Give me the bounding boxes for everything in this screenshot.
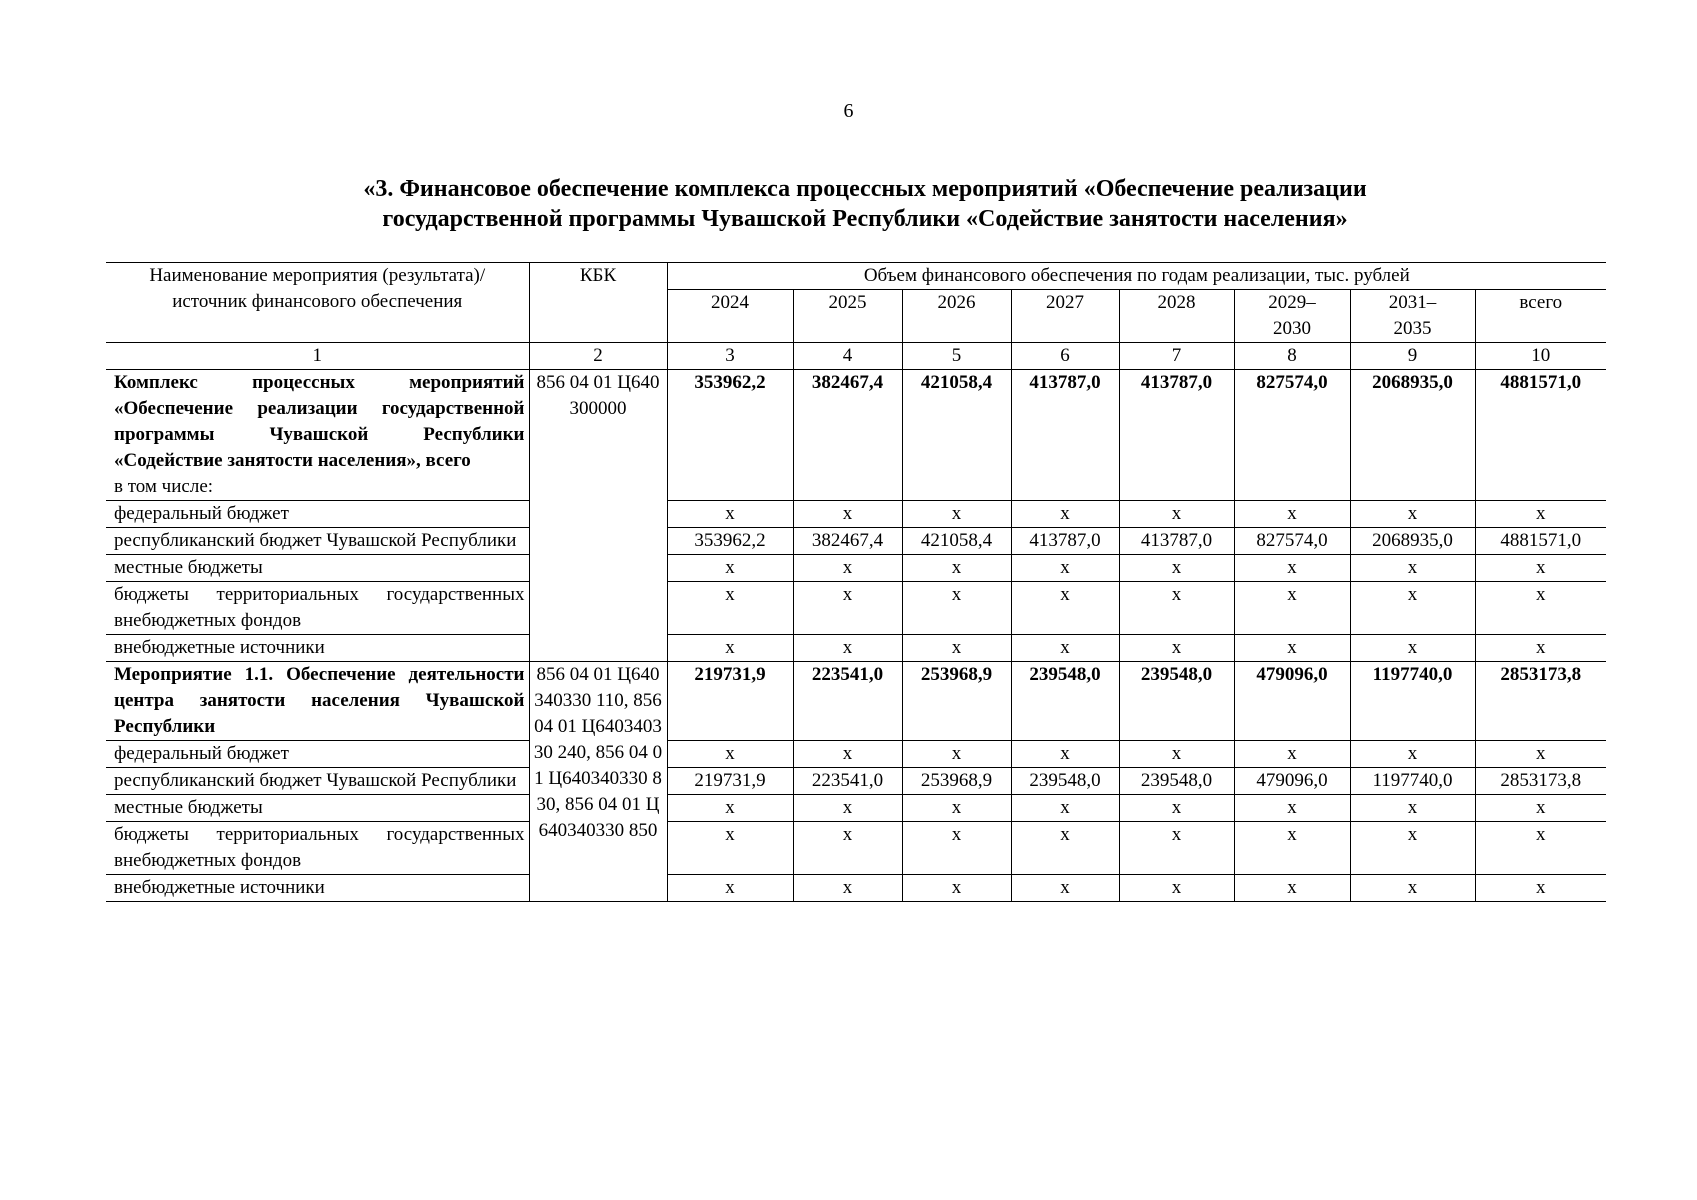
value-cell: 2068935,0 [1350, 370, 1475, 501]
value-cell: 479096,0 [1234, 768, 1350, 795]
value-cell: х [667, 795, 793, 822]
source-row [106, 875, 1606, 902]
value-cell: х [1011, 582, 1119, 635]
value-cell: х [902, 555, 1011, 582]
value-cell: х [667, 555, 793, 582]
value-cell: х [1475, 555, 1606, 582]
section-heading-line-2: государственной программы Чувашской Республики «Содействие занятости населения» [382, 206, 1348, 232]
block2-total-row [106, 662, 1606, 741]
value-cell: х [1011, 795, 1119, 822]
value-cell: х [793, 741, 902, 768]
value-cell: х [793, 582, 902, 635]
source-row [106, 635, 1606, 662]
column-number-9: 9 [1350, 343, 1475, 370]
value-cell: 239548,0 [1011, 768, 1119, 795]
value-cell: х [1350, 795, 1475, 822]
source-name: местные бюджеты [106, 795, 529, 822]
header-year-7: всего [1475, 290, 1606, 343]
value-cell: х [1350, 501, 1475, 528]
source-row [106, 822, 1606, 875]
value-cell: х [793, 555, 902, 582]
value-cell: х [1350, 822, 1475, 875]
block1-subtitle: в том числе: [114, 476, 214, 497]
value-cell: 239548,0 [1119, 662, 1234, 741]
value-cell: х [1475, 741, 1606, 768]
block2-kbk: 856 04 01 Ц640340330 110, 856 04 01 Ц640340330 240, 856 04 01 Ц640340330 830, 856 04 01 Ц640340330 850 [529, 662, 667, 902]
value-cell: 413787,0 [1011, 528, 1119, 555]
block1-title-cell [106, 370, 529, 501]
header-year-5: 2029– 2030 [1234, 290, 1350, 343]
value-cell: х [1119, 555, 1234, 582]
value-cell: х [1011, 875, 1119, 902]
value-cell: х [1119, 795, 1234, 822]
value-cell: 382467,4 [793, 528, 902, 555]
value-cell: х [1011, 501, 1119, 528]
value-cell: х [1234, 635, 1350, 662]
value-cell: х [793, 822, 902, 875]
value-cell: х [902, 635, 1011, 662]
value-cell: х [793, 635, 902, 662]
column-number-1: 1 [106, 343, 529, 370]
value-cell: х [1475, 582, 1606, 635]
value-cell: х [667, 582, 793, 635]
header-year-2: 2026 [902, 290, 1011, 343]
value-cell: 827574,0 [1234, 528, 1350, 555]
value-cell: х [1011, 741, 1119, 768]
source-row [106, 528, 1606, 555]
value-cell: 413787,0 [1119, 528, 1234, 555]
value-cell: х [667, 635, 793, 662]
section-heading-line-1: «3. Финансовое обеспечение комплекса процессных мероприятий «Обеспечение реализации [363, 176, 1367, 202]
block2-title-cell [106, 662, 529, 741]
value-cell: х [902, 582, 1011, 635]
value-cell: х [1350, 555, 1475, 582]
header-volume-col: Объем финансового обеспечения по годам реализации, тыс. рублей [667, 263, 1606, 290]
value-cell: 413787,0 [1119, 370, 1234, 501]
value-cell: х [667, 822, 793, 875]
value-cell: х [1475, 795, 1606, 822]
column-number-5: 5 [902, 343, 1011, 370]
value-cell: 239548,0 [1119, 768, 1234, 795]
section-heading [250, 174, 1480, 234]
value-cell: х [1119, 501, 1234, 528]
source-row [106, 501, 1606, 528]
value-cell: 2853173,8 [1475, 768, 1606, 795]
value-cell: х [1011, 635, 1119, 662]
value-cell: 353962,2 [667, 370, 793, 501]
header-name-col: Наименование мероприятия (результата)/ источник финансового обеспечения [106, 263, 529, 343]
source-name: бюджеты территориальных государственных внебюджетных фондов [106, 582, 529, 635]
value-cell: х [1011, 555, 1119, 582]
value-cell: х [902, 795, 1011, 822]
value-cell: 253968,9 [902, 768, 1011, 795]
source-name: федеральный бюджет [106, 741, 529, 768]
value-cell: 4881571,0 [1475, 528, 1606, 555]
value-cell: 219731,9 [667, 662, 793, 741]
block2-title: Мероприятие 1.1. Обеспечение деятельности центра занятости населения Чувашской Республики [114, 664, 525, 737]
value-cell: 421058,4 [902, 528, 1011, 555]
value-cell: 479096,0 [1234, 662, 1350, 741]
value-cell: х [1350, 741, 1475, 768]
value-cell: 253968,9 [902, 662, 1011, 741]
header-year-1: 2025 [793, 290, 902, 343]
value-cell: х [902, 875, 1011, 902]
value-cell: х [793, 875, 902, 902]
value-cell: 353962,2 [667, 528, 793, 555]
page-number: 6 [843, 100, 854, 122]
value-cell: х [1234, 501, 1350, 528]
column-number-8: 8 [1234, 343, 1350, 370]
value-cell: х [1350, 635, 1475, 662]
value-cell: 1197740,0 [1350, 768, 1475, 795]
value-cell: х [902, 501, 1011, 528]
value-cell: х [1119, 822, 1234, 875]
value-cell: 827574,0 [1234, 370, 1350, 501]
value-cell: 421058,4 [902, 370, 1011, 501]
financial-table [106, 262, 1606, 902]
value-cell: х [1475, 875, 1606, 902]
column-number-10: 10 [1475, 343, 1606, 370]
value-cell: х [793, 795, 902, 822]
value-cell: х [1234, 741, 1350, 768]
value-cell: х [1234, 582, 1350, 635]
source-row [106, 795, 1606, 822]
value-cell: х [1119, 582, 1234, 635]
value-cell: х [1350, 875, 1475, 902]
column-number-4: 4 [793, 343, 902, 370]
source-row [106, 741, 1606, 768]
source-name: республиканский бюджет Чувашской Республики [106, 768, 529, 795]
value-cell: 2853173,8 [1475, 662, 1606, 741]
value-cell: х [1350, 582, 1475, 635]
value-cell: 413787,0 [1011, 370, 1119, 501]
value-cell: х [667, 501, 793, 528]
source-name: местные бюджеты [106, 555, 529, 582]
column-number-3: 3 [667, 343, 793, 370]
source-row [106, 768, 1606, 795]
source-row [106, 555, 1606, 582]
source-name: республиканский бюджет Чувашской Республики [106, 528, 529, 555]
block1-total-row [106, 370, 1606, 501]
value-cell: х [1234, 555, 1350, 582]
value-cell: 4881571,0 [1475, 370, 1606, 501]
source-name: федеральный бюджет [106, 501, 529, 528]
block1-title: Комплекс процессных мероприятий «Обеспечение реализации государственной программы Чувашской Республики «Содействие занятости населения», всего [114, 372, 525, 471]
value-cell: х [1475, 822, 1606, 875]
header-year-3: 2027 [1011, 290, 1119, 343]
value-cell: х [1234, 875, 1350, 902]
value-cell: 2068935,0 [1350, 528, 1475, 555]
value-cell: 223541,0 [793, 662, 902, 741]
source-name: внебюджетные источники [106, 635, 529, 662]
value-cell: х [793, 501, 902, 528]
value-cell: х [1475, 501, 1606, 528]
header-numbering-row [106, 343, 1606, 370]
value-cell: 1197740,0 [1350, 662, 1475, 741]
column-number-7: 7 [1119, 343, 1234, 370]
value-cell: х [1119, 875, 1234, 902]
value-cell: х [1011, 822, 1119, 875]
value-cell: 219731,9 [667, 768, 793, 795]
value-cell: 239548,0 [1011, 662, 1119, 741]
block1-kbk: 856 04 01 Ц640300000 [529, 370, 667, 662]
source-name: внебюджетные источники [106, 875, 529, 902]
header-row-1 [106, 263, 1606, 290]
value-cell: х [1234, 822, 1350, 875]
value-cell: х [1119, 741, 1234, 768]
value-cell: х [1475, 635, 1606, 662]
header-kbk-col: КБК [529, 263, 667, 343]
source-row [106, 582, 1606, 635]
header-year-6: 2031– 2035 [1350, 290, 1475, 343]
header-year-0: 2024 [667, 290, 793, 343]
column-number-2: 2 [529, 343, 667, 370]
column-number-6: 6 [1011, 343, 1119, 370]
source-name: бюджеты территориальных государственных внебюджетных фондов [106, 822, 529, 875]
value-cell: х [667, 875, 793, 902]
header-year-4: 2028 [1119, 290, 1234, 343]
value-cell: х [902, 741, 1011, 768]
value-cell: х [902, 822, 1011, 875]
value-cell: х [1119, 635, 1234, 662]
value-cell: х [667, 741, 793, 768]
value-cell: х [1234, 795, 1350, 822]
value-cell: 223541,0 [793, 768, 902, 795]
value-cell: 382467,4 [793, 370, 902, 501]
